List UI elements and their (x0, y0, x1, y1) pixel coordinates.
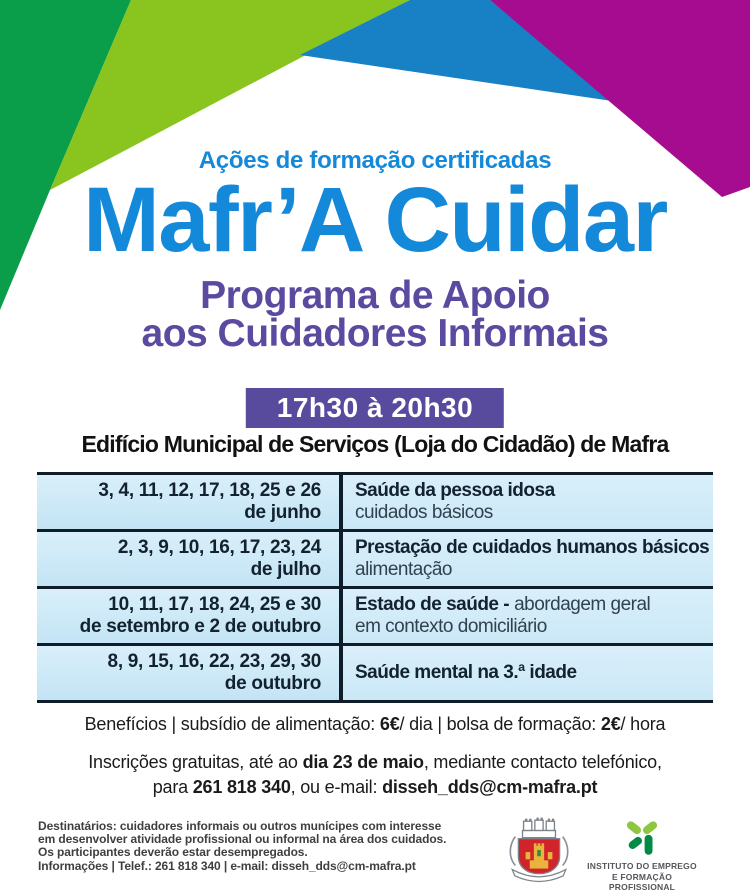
course-cell (343, 589, 713, 643)
course-cell (343, 475, 713, 529)
dates-line-2: de junho (244, 502, 321, 523)
mafra-coat-of-arms-icon (505, 813, 573, 885)
footer-note (38, 820, 488, 873)
schedule-time-badge: 17h30 à 20h30 (246, 388, 504, 428)
table-row (37, 589, 713, 646)
venue-line: Edifício Municipal de Serviços (Loja do Cidadão) de Mafra (81, 431, 669, 457)
footer-line-1: Destinatários: cuidadores informais ou outros munícipes com interesse (38, 819, 442, 833)
iefp-label (578, 861, 706, 893)
footer-line-4: Informações | Telef.: 261 818 340 | e-mail: disseh_dds@cm-mafra.pt (38, 858, 416, 873)
iefp-label-line-1: INSTITUTO DO EMPREGO (587, 861, 697, 871)
dates-line-1: 10, 11, 17, 18, 24, 25 e 30 (108, 594, 321, 615)
dates-line-1: 2, 3, 9, 10, 16, 17, 23, 24 (117, 537, 321, 558)
footer-line-2: em desenvolver atividade profissional ou informal na área dos cuidados. (38, 832, 447, 847)
benefits-line: Benefícios | subsídio de alimentação: 6€/ dia | bolsa de formação: 2€/ hora (84, 714, 666, 734)
course-cell (343, 532, 713, 586)
table-row (37, 532, 713, 589)
dates-line-2: de setembro e 2 de outubro (79, 616, 321, 637)
enrollment-info (0, 750, 750, 800)
tagline: Ações de formação certificadas (198, 147, 552, 174)
course-cell (343, 646, 713, 700)
subtitle-line-1: Programa de Apoio (200, 274, 550, 317)
iefp-figure-icon (621, 817, 663, 859)
dates-line-2: de outubro (224, 673, 321, 694)
dates-line-2: de julho (250, 559, 321, 580)
poster-title: Mafr’A Cuidar (83, 169, 667, 271)
course-title: Prestação de cuidados humanos básicos (355, 537, 710, 558)
course-subtitle: cuidados básicos (355, 502, 493, 523)
schedule-table (37, 472, 713, 703)
dates-line-1: 8, 9, 15, 16, 22, 23, 29, 30 (107, 651, 321, 672)
course-title: Estado de saúde - abordagem geral (355, 594, 651, 615)
dates-line-1: 3, 4, 11, 12, 17, 18, 25 e 26 (98, 480, 321, 501)
course-subtitle: em contexto domiciliário (355, 616, 547, 637)
enrollment-line-2: para 261 818 340, ou e-mail: disseh_dds@cm-mafra.pt (152, 777, 598, 797)
dates-cell (37, 475, 343, 529)
dates-cell (37, 589, 343, 643)
subtitle-line-2: aos Cuidadores Informais (141, 312, 609, 355)
iefp-label-line-2: E FORMAÇÃO PROFISSIONAL (608, 871, 676, 892)
table-row (37, 646, 713, 703)
dates-cell (37, 646, 343, 700)
dates-cell (37, 532, 343, 586)
enrollment-line-1: Inscrições gratuitas, até ao dia 23 de maio, mediante contacto telefónico, (88, 752, 662, 772)
table-row (37, 475, 713, 532)
course-title: Saúde mental na 3.ª idade (355, 662, 577, 683)
poster-subtitle (0, 274, 750, 355)
footer-line-3: Os participantes deverão estar desempregados. (38, 845, 308, 860)
course-subtitle: alimentação (355, 559, 452, 580)
mural-crown (523, 818, 556, 838)
iefp-logo (578, 817, 706, 893)
course-title: Saúde da pessoa idosa (355, 480, 555, 501)
